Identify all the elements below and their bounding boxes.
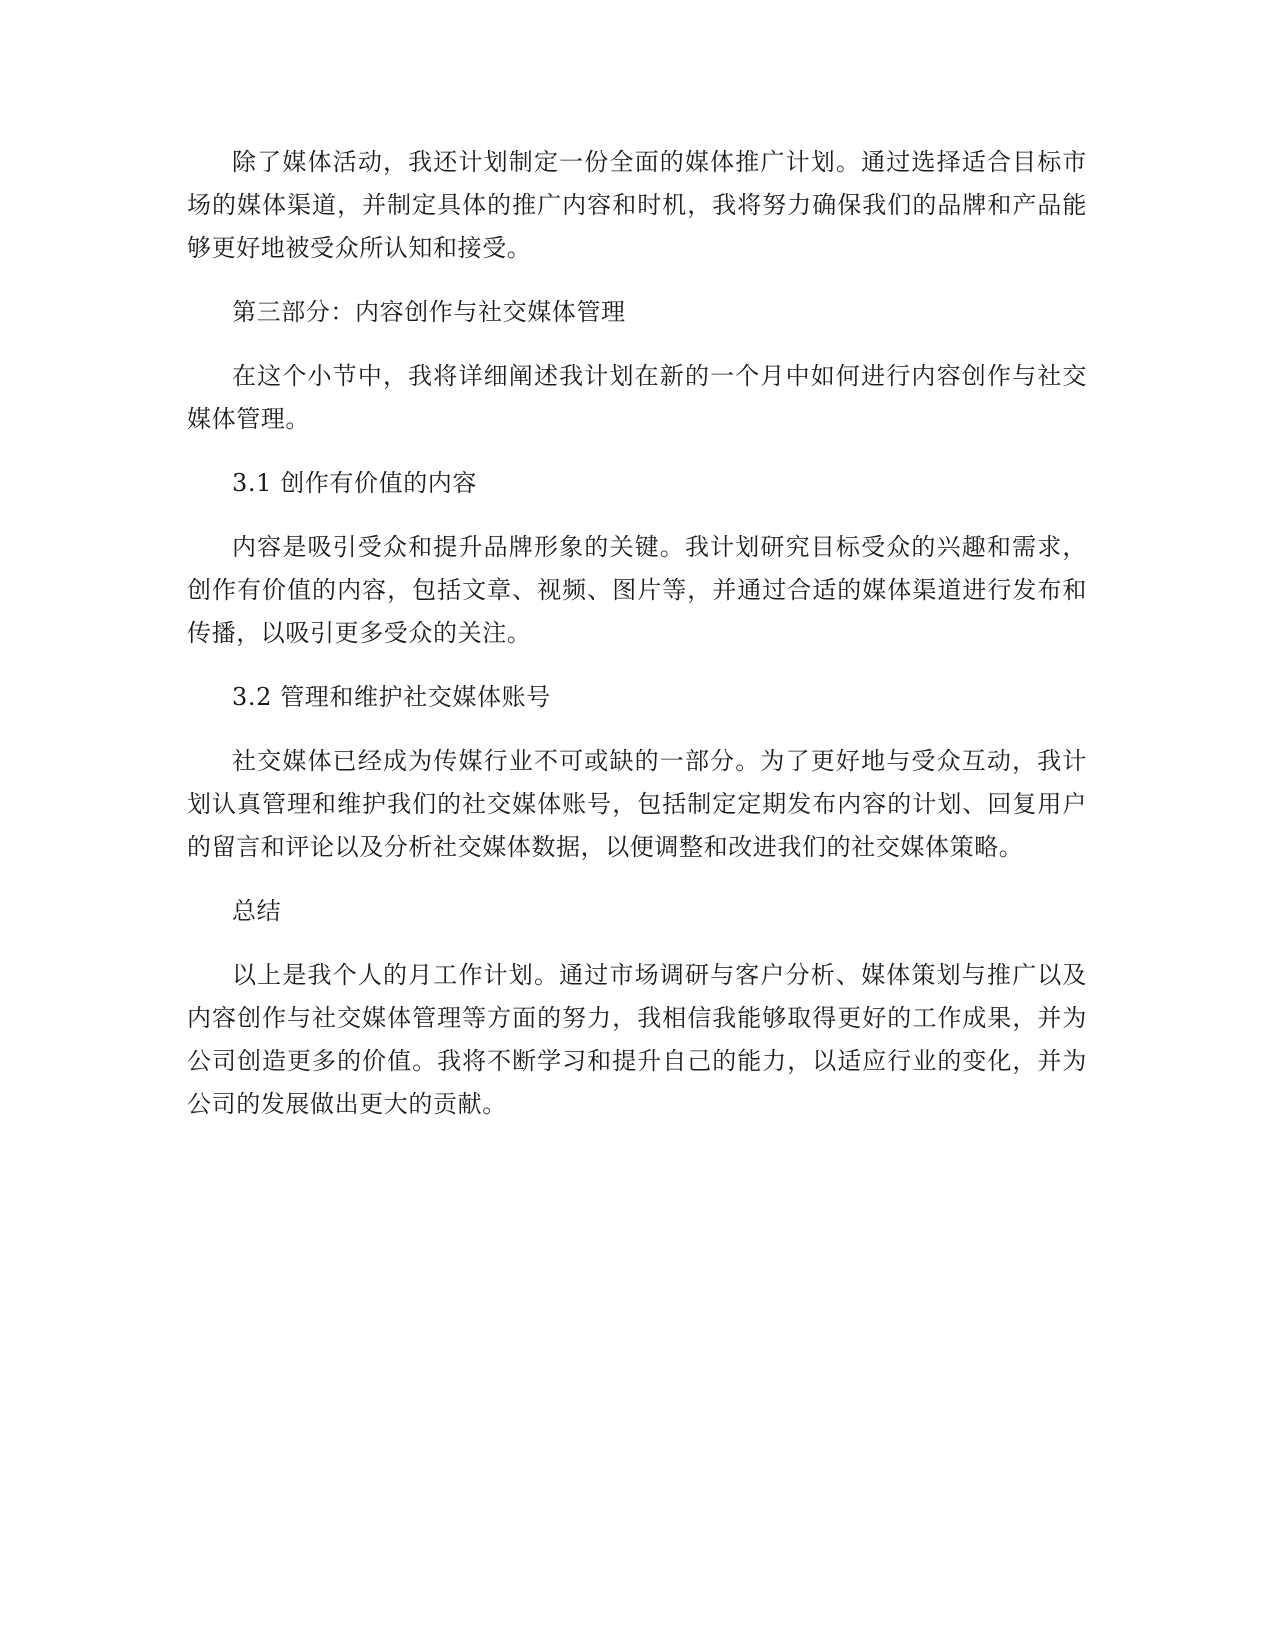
paragraph-valuable-content: 内容是吸引受众和提升品牌形象的关键。我计划研究目标受众的兴趣和需求，创作有价值的内容，包括文章、视频、图片等，并通过合适的媒体渠道进行发布和传播，以吸引更多受众的关注。 <box>187 533 1087 647</box>
paragraph-media-promotion: 除了媒体活动，我还计划制定一份全面的媒体推广计划。通过选择适合目标市场的媒体渠道，并制定具体的推广内容和时机，我将努力确保我们的品牌和产品能够更好地被受众所认知和接受。 <box>187 148 1087 262</box>
section-heading-summary: 总结 <box>232 897 282 925</box>
paragraph-summary: 以上是我个人的月工作计划。通过市场调研与客户分析、媒体策划与推广以及内容创作与社交媒体管理等方面的努力，我相信我能够取得更好的工作成果，并为公司创造更多的价值。我将不断学习和提升自己的能力，以适应行业的变化，并为公司的发展做出更大的贡献。 <box>187 961 1087 1118</box>
paragraph-social-media: 社交媒体已经成为传媒行业不可或缺的一部分。为了更好地与受众互动，我计划认真管理和维护我们的社交媒体账号，包括制定定期发布内容的计划、回复用户的留言和评论以及分析社交媒体数据，以便调整和改进我们的社交媒体策略。 <box>187 747 1087 861</box>
section-heading-part-three: 第三部分：内容创作与社交媒体管理 <box>232 298 626 326</box>
document-body <box>187 141 1087 1147</box>
paragraph-section-intro: 在这个小节中，我将详细阐述我计划在新的一个月中如何进行内容创作与社交媒体管理。 <box>187 362 1087 433</box>
subsection-heading-3-1: 3.1 创作有价值的内容 <box>232 469 477 497</box>
subsection-heading-3-2: 3.2 管理和维护社交媒体账号 <box>232 683 551 711</box>
